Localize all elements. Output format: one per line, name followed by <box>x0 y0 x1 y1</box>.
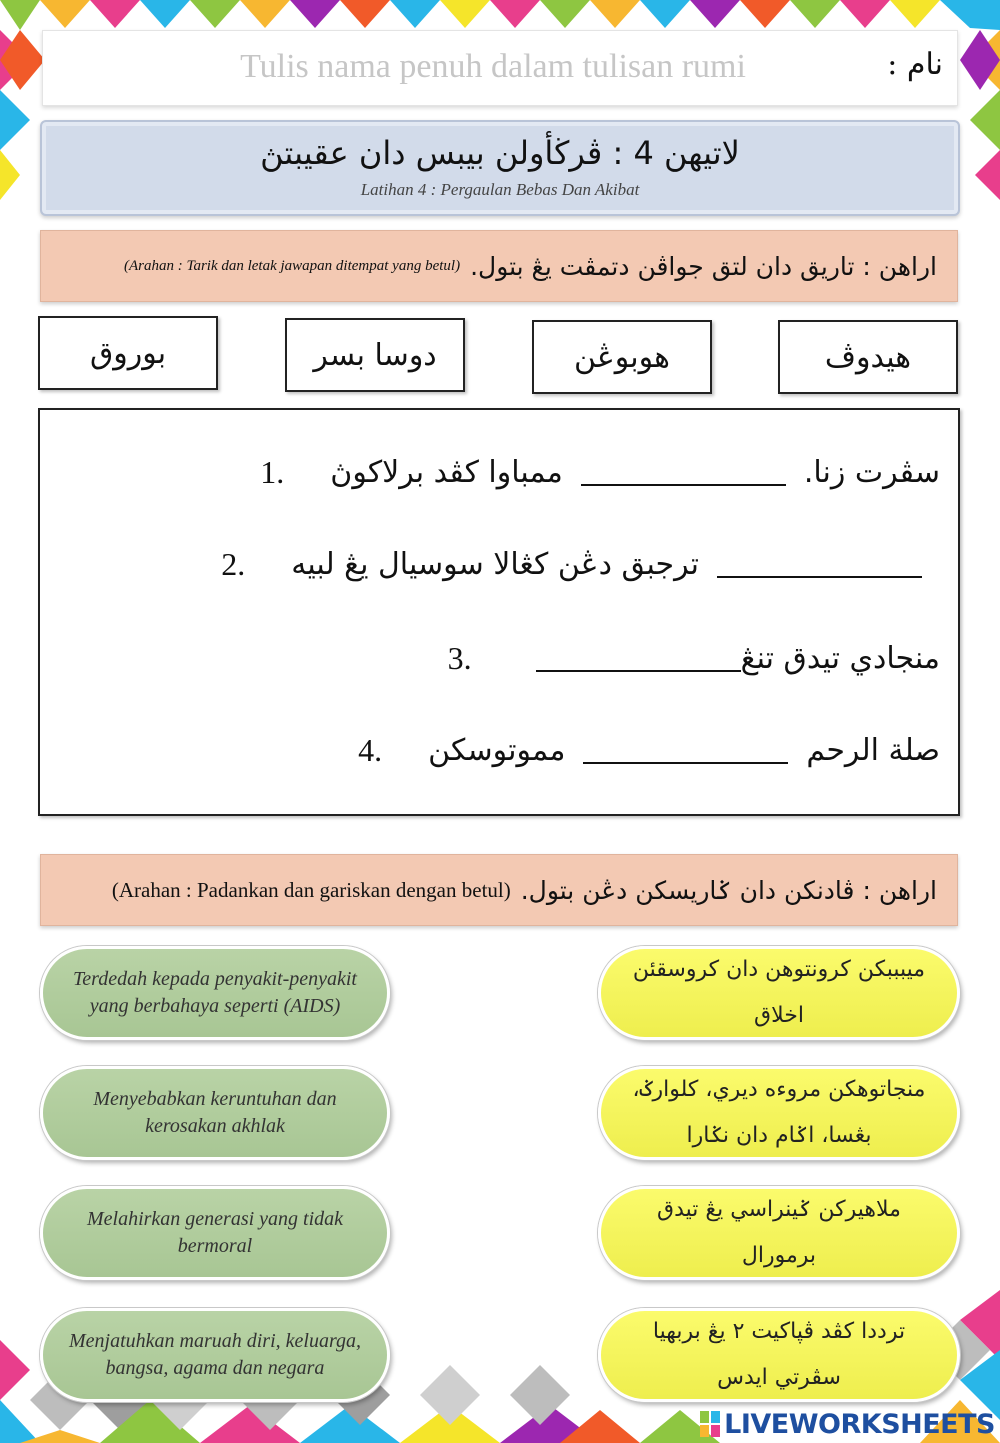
question-number: 3. <box>447 639 472 676</box>
match-left-item[interactable] <box>40 1066 390 1160</box>
instruction-drag <box>40 230 958 302</box>
match-left-item[interactable] <box>40 946 390 1040</box>
match-left-item[interactable] <box>40 1186 390 1280</box>
question-row <box>448 628 940 688</box>
title-malay: Latihan 4 : Pergaulan Bebas Dan Akibat <box>360 180 640 199</box>
question-number: 2. <box>221 545 246 582</box>
match-right-item[interactable] <box>598 1308 960 1402</box>
match-right-text: ترددا كڤد ڤڽاكيت ٢ يڠ بربهيا سڤرتي ايدس <box>652 1319 906 1390</box>
answer-box-buruk[interactable]: بوروق <box>38 316 218 390</box>
instruction-match-malay: (Arahan : Padankan dan gariskan dengan betul) <box>111 877 511 902</box>
question-row <box>260 442 940 502</box>
answer-box-hidup[interactable]: هيدوڤ <box>778 320 958 394</box>
answer-box-dosa-besar[interactable]: دوسا بسر <box>285 318 465 392</box>
question-text-after: منجادي تيدق تنڠ <box>740 640 940 676</box>
question-text-before: مموتوسكن <box>428 732 566 768</box>
drop-blank[interactable] <box>717 550 922 578</box>
match-right-text: منجاتوهكن مروءه ديري، كلوارݢ، بڠسا، اݢام دان نݢارا <box>632 1077 926 1148</box>
name-label: نام : <box>887 47 943 82</box>
match-left-text: Menyebabkan keruntuhan dan kerosakan akhlak <box>93 1088 337 1137</box>
instruction-drag-arabic: اراهن : تاريق دان لتق جواڤن دتمڤت يڠ بتول. <box>470 251 937 281</box>
question-box <box>38 408 960 816</box>
drop-blank[interactable] <box>536 644 741 672</box>
question-text-before: ممباوا كڤد برلاكوڽ <box>330 454 563 490</box>
title-plaque <box>40 120 960 216</box>
instruction-match <box>40 854 958 926</box>
title-arabic: لاتيهن 4 : ڤرڬأولن بيبس دان عقيبتڽ <box>260 134 740 172</box>
drop-blank[interactable] <box>581 458 786 486</box>
match-right-text: ملاهيركن ݢينراسي يڠ تيدق برمورال <box>657 1197 901 1268</box>
question-text-before: ترجبق دڠن كڠالا سوسيال يڠ لبيه <box>291 546 699 582</box>
match-right-text: ميبببكن كرونتوهن دان كروسقئن اخلاق <box>632 957 926 1028</box>
question-number: 1. <box>260 453 285 490</box>
match-right-item[interactable] <box>598 1066 960 1160</box>
match-left-text: Terdedah kepada penyakit-penyakit yang berbahaya seperti (AIDS) <box>73 968 357 1017</box>
question-text-after: سڤرت زنا. <box>803 454 940 490</box>
match-left-item[interactable] <box>40 1308 390 1402</box>
question-row <box>221 534 940 594</box>
name-bar <box>42 30 958 106</box>
question-row <box>358 720 940 780</box>
liveworksheets-logo <box>700 1408 995 1440</box>
match-left-text: Menjatuhkan maruah diri, keluarga, bangsa, agama dan negara <box>69 1330 362 1379</box>
instruction-drag-malay: (Arahan : Tarik dan letak jawapan ditempat yang betul) <box>123 257 461 274</box>
question-number: 4. <box>358 731 383 768</box>
match-left-text: Melahirkan generasi yang tidak bermoral <box>86 1208 344 1257</box>
drop-blank[interactable] <box>583 736 788 764</box>
answer-box-hubungan[interactable]: هوبوڠن <box>532 320 712 394</box>
match-right-item[interactable] <box>598 1186 960 1280</box>
question-text-after: صلة الرحم <box>806 732 940 768</box>
name-input[interactable] <box>103 41 883 93</box>
match-right-item[interactable] <box>598 946 960 1040</box>
instruction-match-arabic: اراهن : ڤادنكن دان ݢاريسكن دڠن بتول. <box>520 875 937 905</box>
brand-text: LIVEWORKSHEETS <box>724 1408 995 1440</box>
liveworksheets-icon <box>700 1411 720 1437</box>
